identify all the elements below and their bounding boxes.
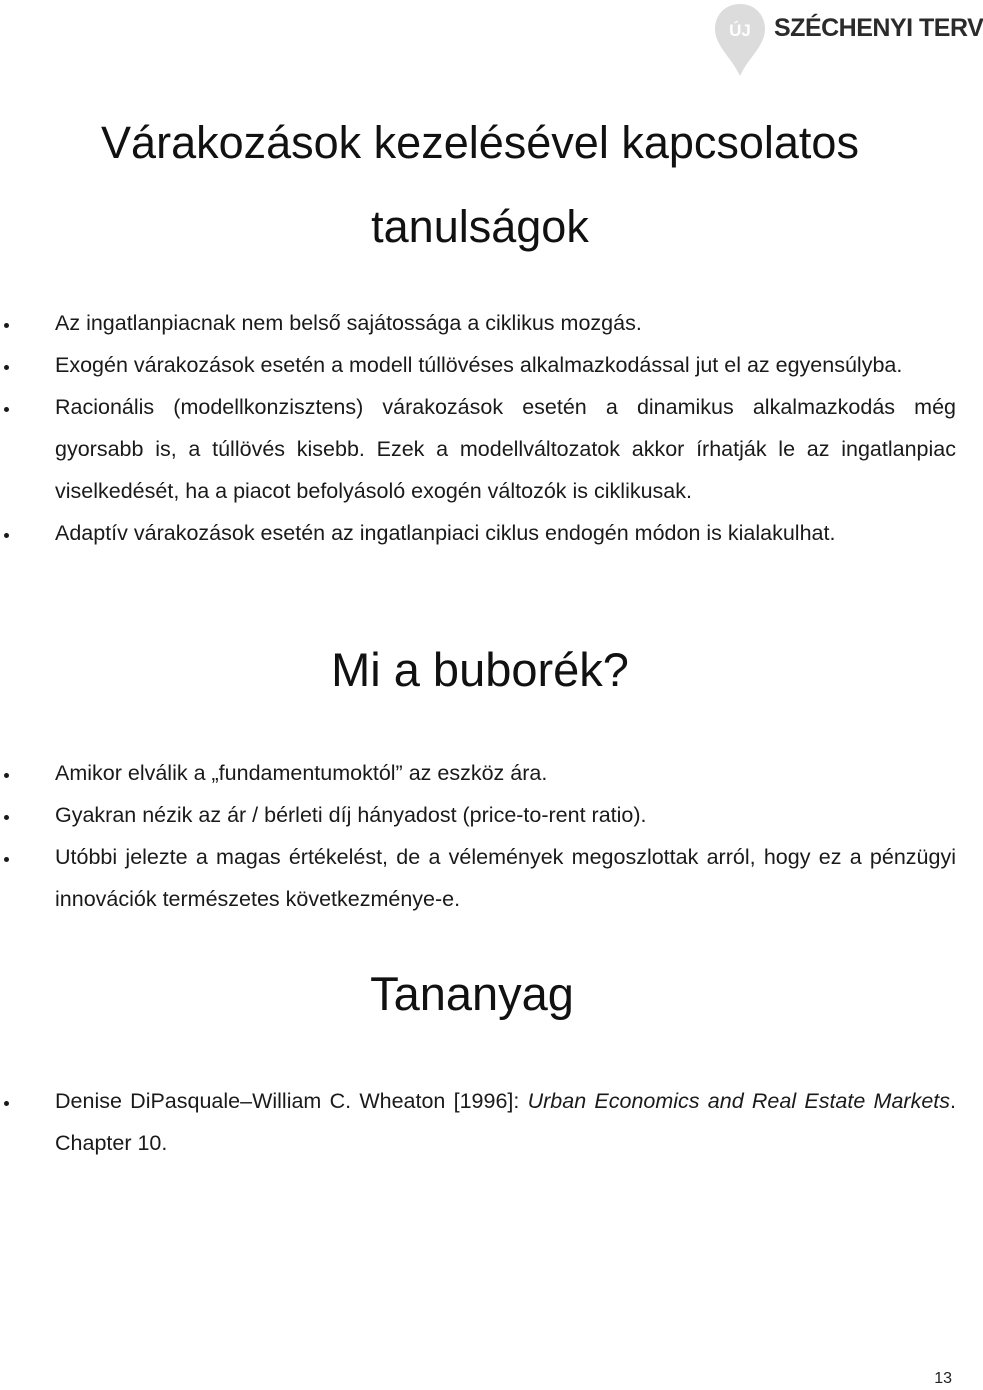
- bubble-heading: Mi a buborék?: [331, 643, 629, 696]
- map-pin-icon: [712, 2, 768, 78]
- bullet-dot: [4, 815, 9, 820]
- bubble-list: [0, 752, 960, 920]
- bullet-dot: [4, 857, 9, 862]
- title-line-2: tanulságok: [371, 201, 589, 252]
- list-item: Gyakran nézik az ár / bérleti díj hányadost (price-to-rent ratio).: [0, 794, 960, 836]
- list-item: Adaptív várakozások esetén az ingatlanpiaci ciklus endogén módon is kialakulhat.: [0, 512, 960, 554]
- page-title: [0, 101, 960, 269]
- page-number: 13: [934, 1370, 952, 1387]
- list-item: Amikor elválik a „fundamentumoktól” az eszköz ára.: [0, 752, 960, 794]
- reference-rest: . Chapter 10.: [55, 1089, 956, 1155]
- szechenyi-terv-logo: [708, 0, 983, 78]
- bullet-dot: [4, 1101, 9, 1106]
- title-line-1: Várakozások kezelésével kapcsolatos: [101, 117, 859, 168]
- list-item: Exogén várakozások esetén a modell túllövéses alkalmazkodással jut el az egyensúlyba.: [0, 344, 960, 386]
- bullet-dot: [4, 533, 9, 538]
- material-list: [0, 1080, 960, 1164]
- material-heading: Tananyag: [370, 967, 574, 1020]
- reference-item: [0, 1080, 960, 1164]
- bullet-dot: [4, 323, 9, 328]
- list-item: Az ingatlanpiacnak nem belső sajátossága a ciklikus mozgás.: [0, 302, 960, 344]
- lessons-list: [0, 302, 960, 554]
- logo-text: SZÉCHENYI TERV: [774, 14, 983, 42]
- bullet-dot: [4, 407, 9, 412]
- bullet-dot: [4, 365, 9, 370]
- bullet-dot: [4, 773, 9, 778]
- list-item: Utóbbi jelezte a magas értékelést, de a vélemények megoszlottak arról, hogy ez a pénzügyi innovációk természetes következménye-e.: [0, 836, 960, 920]
- reference-title: Urban Economics and Real Estate Markets: [527, 1089, 951, 1113]
- svg-text:ÚJ: ÚJ: [729, 21, 751, 40]
- list-item: Racionális (modellkonzisztens) várakozások esetén a dinamikus alkalmazkodás még gyorsabb is, a túllövés kisebb. Ezek a modellváltozatok akkor írhatják le az ingatlanpiac viselkedését, ha a piacot befolyásoló exogén változók is ciklikusak.: [0, 386, 960, 512]
- reference-authors: Denise DiPasquale–William C. Wheaton [1996]:: [55, 1089, 528, 1113]
